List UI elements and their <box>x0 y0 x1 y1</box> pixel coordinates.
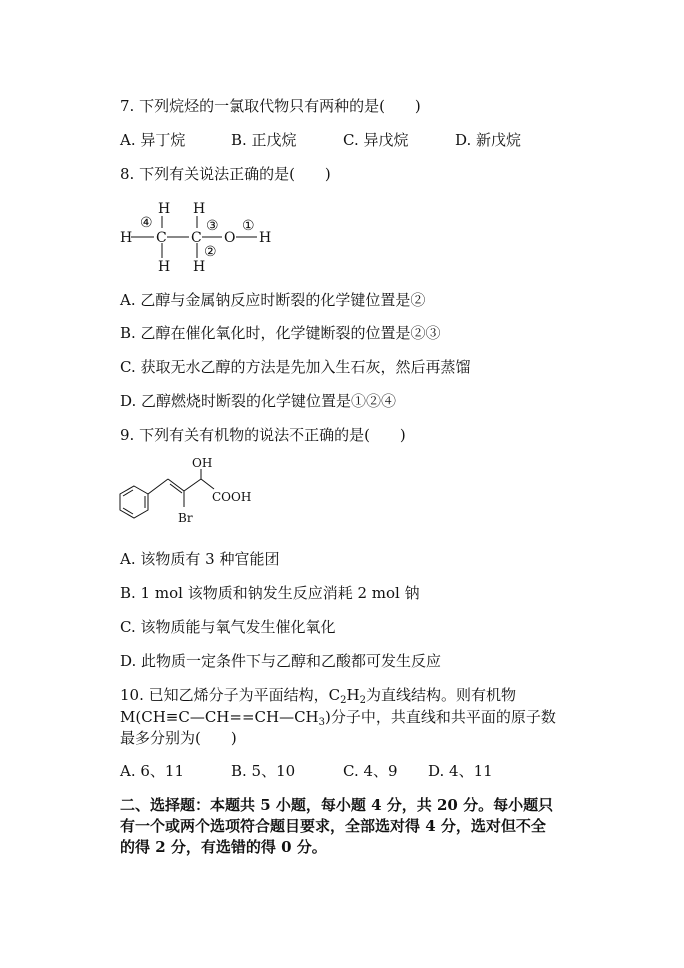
question-10-option-a: A. 6、11 <box>120 762 184 780</box>
question-10-line-2 <box>120 707 556 727</box>
question-10-line-2-part-b: )分子中，共直线和共平面的原子数 <box>325 708 556 726</box>
organic-molecule-figure <box>118 455 258 535</box>
atom-h-c1-bottom: H <box>158 259 171 275</box>
br-label: Br <box>178 511 193 525</box>
atom-c1: C <box>156 230 167 246</box>
question-8-option-c: C. 获取无水乙醇的方法是先加入生石灰，然后再蒸馏 <box>120 358 471 376</box>
question-8-option-d: D. 乙醇燃烧时断裂的化学键位置是①②④ <box>120 392 397 410</box>
question-8-option-a: A. 乙醇与金属钠反应时断裂的化学键位置是② <box>120 291 426 309</box>
question-7-option-d: D. 新戊烷 <box>455 131 522 149</box>
question-10-line-2-part-a: M(CH≡C—CH==CH—CH <box>120 708 319 726</box>
atom-h-right: H <box>259 230 272 246</box>
double-bond-outer <box>168 479 184 491</box>
benzene-ring <box>120 486 148 518</box>
atom-h-c1-top: H <box>158 201 171 217</box>
question-10-line-3: 最多分别为( ) <box>120 729 237 747</box>
question-8-option-b: B. 乙醇在催化氧化时，化学键断裂的位置是②③ <box>120 324 441 342</box>
oh-label: OH <box>192 456 213 470</box>
question-10-line-1-part-b: H <box>346 686 360 704</box>
bond-label-1: ① <box>242 218 255 234</box>
section-2-instructions-line-1: 二、选择题：本题共 5 小题，每小题 4 分，共 20 分。每小题只 <box>120 796 554 814</box>
question-10-option-c: C. 4、9 <box>343 762 398 780</box>
question-7-option-a: A. 异丁烷 <box>120 131 186 149</box>
question-10-option-b: B. 5、10 <box>231 762 296 780</box>
question-8-stem: 8. 下列有关说法正确的是( ) <box>120 165 331 183</box>
ethanol-structure-figure <box>118 200 278 280</box>
question-10-line-1-part-a: 10. 已知乙烯分子为平面结构，C <box>120 686 341 704</box>
section-2-instructions-line-3: 的得 2 分，有选错的得 0 分。 <box>120 838 327 856</box>
section-2-instructions-line-2: 有一个或两个选项符合题目要求，全部选对得 4 分，选对但不全 <box>120 817 546 835</box>
question-7-option-b: B. 正戊烷 <box>231 131 297 149</box>
question-9-option-d: D. 此物质一定条件下与乙醇和乙酸都可发生反应 <box>120 652 442 670</box>
atom-o: O <box>224 230 236 246</box>
question-10-sub-1: 2 <box>340 695 347 706</box>
atom-h-c2-top: H <box>193 201 206 217</box>
bond-to-cooh <box>201 479 214 489</box>
atom-h-left: H <box>120 230 133 246</box>
question-10-sub-2: 2 <box>359 695 366 706</box>
cooh-label: COOH <box>212 490 252 504</box>
question-10-option-d: D. 4、11 <box>428 762 493 780</box>
question-10-line-1-part-c: 为直线结构。则有机物 <box>365 686 516 704</box>
bond-to-chiral-c <box>184 479 201 491</box>
bond-label-4: ④ <box>140 215 153 231</box>
question-10-sub-3: 3 <box>318 717 326 728</box>
question-10-line-1 <box>120 685 516 705</box>
question-7-stem: 7. 下列烷烃的一氯取代物只有两种的是( ) <box>120 97 421 115</box>
question-9-stem: 9. 下列有关有机物的说法不正确的是( ) <box>120 426 406 444</box>
bond-label-3: ③ <box>206 218 219 234</box>
atom-h-c2-bottom: H <box>193 259 206 275</box>
bond-ring-to-vinyl <box>148 479 168 494</box>
question-9-option-c: C. 该物质能与氧气发生催化氧化 <box>120 618 336 636</box>
question-9-option-b: B. 1 mol 该物质和钠发生反应消耗 2 mol 钠 <box>120 584 420 602</box>
question-9-option-a: A. 该物质有 3 种官能团 <box>120 550 280 568</box>
atom-c2: C <box>191 230 202 246</box>
bond-label-2: ② <box>204 244 217 260</box>
question-7-option-c: C. 异戊烷 <box>343 131 409 149</box>
